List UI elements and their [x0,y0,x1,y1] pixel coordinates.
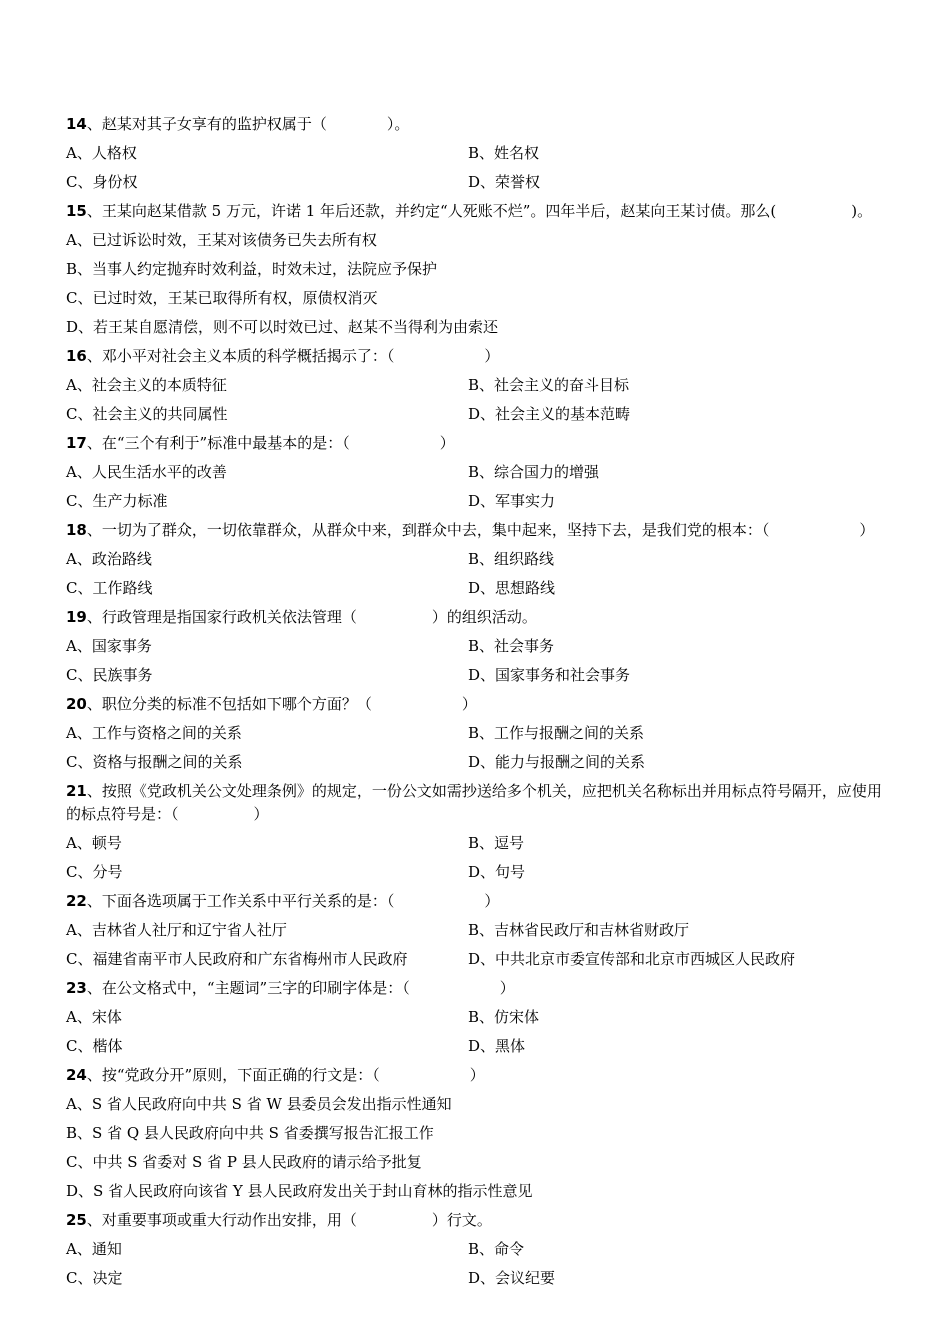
option-b: B、吉林省民政厅和吉林省财政厅 [468,921,690,939]
option-d: D、思想路线 [468,579,556,597]
option-a: A、通知 [66,1240,122,1258]
option-row [66,545,886,574]
question-16 [66,342,886,371]
option-a: A、社会主义的本质特征 [66,376,227,394]
option-d: D、国家事务和社会事务 [468,666,631,684]
option-a: A、政治路线 [66,550,152,568]
question-22 [66,887,886,916]
option-a: A、吉林省人社厅和辽宁省人社厅 [66,921,287,939]
question-text: 、行政管理是指国家行政机关依法管理（ ）的组织活动。 [86,608,537,626]
question-text: 、下面各选项属于工作关系中平行关系的是：（ ） [86,892,500,910]
option-a: A、S 省人民政府向中共 S 省 W 县委员会发出指示性通知 [66,1095,452,1113]
option-c: C、身份权 [66,173,138,191]
option-d: D、会议纪要 [468,1269,556,1287]
question-text: 、按照《党政机关公文处理条例》的规定，一份公文如需抄送给多个机关，应把机关名称标出并用标点符号隔开，应使用的标点符号是：（ ） [66,782,882,823]
option-row [66,719,886,748]
option-b: B、组织路线 [468,550,555,568]
option-b: B、姓名权 [468,144,540,162]
question-25 [66,1206,886,1235]
option-row [66,916,886,945]
option-d: D、S 省人民政府向该省 Y 县人民政府发出关于封山育林的指示性意见 [66,1182,533,1200]
question-number: 22 [66,892,87,910]
option-c: C、决定 [66,1269,123,1287]
option-c: C、中共 S 省委对 S 省 P 县人民政府的请示给予批复 [66,1153,422,1171]
question-text: 、邓小平对社会主义本质的科学概括揭示了：（ ） [86,347,500,365]
option-row [66,829,886,858]
option-row [66,1032,886,1061]
question-18 [66,516,886,545]
option-row [66,1235,886,1264]
option-row [66,858,886,887]
question-number: 17 [66,434,87,452]
question-23 [66,974,886,1003]
option-b: B、仿宋体 [468,1008,540,1026]
option-b: B、工作与报酬之间的关系 [468,724,645,742]
question-number: 20 [66,695,87,713]
option-b: B、命令 [468,1240,525,1258]
option-b: B、社会事务 [468,637,555,655]
option-c: C、民族事务 [66,666,153,684]
option-row [66,139,886,168]
question-number: 18 [66,521,87,539]
question-21 [66,777,886,829]
question-text: 、对重要事项或重大行动作出安排，用（ ）行文。 [86,1211,492,1229]
option-row [66,1003,886,1032]
option-a: A、国家事务 [66,637,152,655]
question-text: 、赵某对其子女享有的监护权属于（ ）。 [86,115,410,133]
option-d: D、能力与报酬之间的关系 [468,753,646,771]
question-24 [66,1061,886,1090]
option-b: B、综合国力的增强 [468,463,600,481]
option-row [66,574,886,603]
option-d: D、若王某自愿清偿，则不可以时效已过、赵某不当得利为由索还 [66,318,499,336]
option-a: A、顿号 [66,834,122,852]
question-number: 23 [66,979,87,997]
option-d: D、中共北京市委宣传部和北京市西城区人民政府 [468,950,796,968]
question-15 [66,197,886,226]
option-a: A、宋体 [66,1008,122,1026]
option-a: A、人民生活水平的改善 [66,463,227,481]
question-number: 21 [66,782,87,800]
question-number: 15 [66,202,87,220]
option-row [66,458,886,487]
option-b: B、社会主义的奋斗目标 [468,376,630,394]
option-row [66,487,886,516]
question-text: 、王某向赵某借款 5 万元，许诺 1 年后还款，并约定“人死账不烂”。四年半后，赵某向王某讨债。那么( )。 [86,202,873,220]
option-c: C、楷体 [66,1037,123,1055]
question-text: 、在“三个有利于”标准中最基本的是：（ ） [86,434,455,452]
question-number: 19 [66,608,87,626]
question-number: 25 [66,1211,87,1229]
option-row [66,1264,886,1293]
option-a: A、人格权 [66,144,137,162]
option-c: C、福建省南平市人民政府和广东省梅州市人民政府 [66,950,408,968]
option-row [66,371,886,400]
question-list [66,110,886,1293]
option-b: B、逗号 [468,834,525,852]
option-a: A、工作与资格之间的关系 [66,724,242,742]
option-row [66,632,886,661]
option-c: C、生产力标准 [66,492,168,510]
option-c: C、社会主义的共同属性 [66,405,228,423]
question-20 [66,690,886,719]
question-number: 14 [66,115,87,133]
option-d: D、军事实力 [468,492,556,510]
option-row [66,400,886,429]
option-c: C、工作路线 [66,579,153,597]
option-b: B、当事人约定抛弃时效利益，时效未过，法院应予保护 [66,260,438,278]
option-b: B、S 省 Q 县人民政府向中共 S 省委撰写报告汇报工作 [66,1124,434,1142]
question-number: 16 [66,347,87,365]
question-text: 、一切为了群众，一切依靠群众，从群众中来，到群众中去，集中起来，坚持下去，是我们党的根本：（ ） [86,521,875,539]
option-d: D、荣誉权 [468,173,541,191]
option-c: C、资格与报酬之间的关系 [66,753,243,771]
option-a: A、已过诉讼时效，王某对该债务已失去所有权 [66,231,377,249]
question-text: 、按“党政分开”原则，下面正确的行文是：（ ） [86,1066,485,1084]
option-c: C、已过时效，王某已取得所有权，原债权消灭 [66,289,378,307]
option-d: D、黑体 [468,1037,526,1055]
question-17 [66,429,886,458]
option-row [66,748,886,777]
question-text: 、职位分类的标准不包括如下哪个方面？（ ） [86,695,477,713]
question-19 [66,603,886,632]
question-14 [66,110,886,139]
option-c: C、分号 [66,863,123,881]
question-text: 、在公文格式中，“主题词”三字的印刷字体是：（ ） [86,979,515,997]
option-row [66,168,886,197]
question-number: 24 [66,1066,87,1084]
option-row [66,661,886,690]
option-d: D、句号 [468,863,526,881]
option-d: D、社会主义的基本范畴 [468,405,631,423]
option-row [66,945,886,974]
